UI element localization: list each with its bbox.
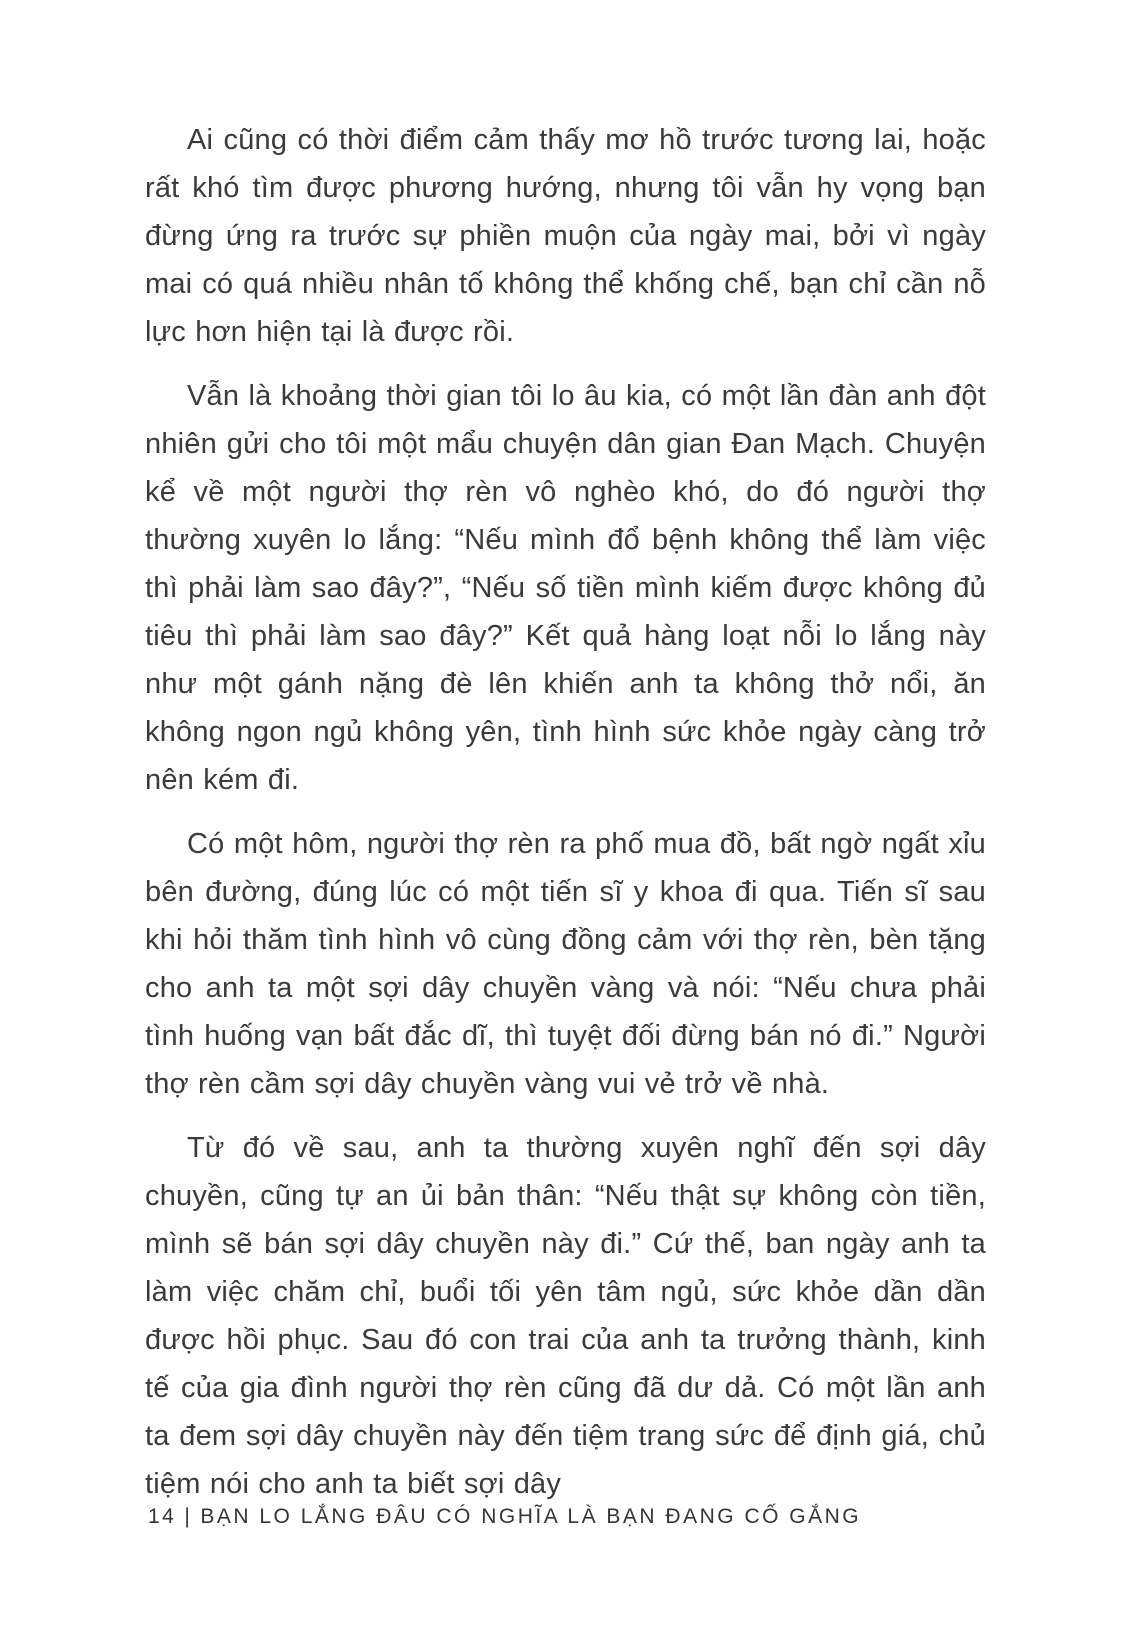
page-number: 14 — [148, 1505, 177, 1528]
body-paragraph: Ai cũng có thời điểm cảm thấy mơ hồ trước tương lai, hoặc rất khó tìm được phương hướng, nhưng tôi vẫn hy vọng bạn đừng ứng ra trước sự phiền muộn của ngày mai, bởi vì ngày mai có quá nhiều nhân tố không thể khống chế, bạn chỉ cần nỗ lực hơn hiện tại là được rồi. — [145, 124, 986, 348]
body-paragraph: Có một hôm, người thợ rèn ra phố mua đồ, bất ngờ ngất xỉu bên đường, đúng lúc có một tiến sĩ y khoa đi qua. Tiến sĩ sau khi hỏi thăm tình hình vô cùng đồng cảm với thợ rèn, bèn tặng cho anh ta một sợi dây chuyền vàng và nói: “Nếu chưa phải tình huống vạn bất đắc dĩ, thì tuyệt đối đừng bán nó đi.” Người thợ rèn cầm sợi dây chuyền vàng vui vẻ trở về nhà. — [145, 828, 986, 1100]
body-text-block — [145, 116, 986, 1524]
body-paragraph: Từ đó về sau, anh ta thường xuyên nghĩ đến sợi dây chuyền, cũng tự an ủi bản thân: “Nếu thật sự không còn tiền, mình sẽ bán sợi dây chuyền này đi.” Cứ thế, ban ngày anh ta làm việc chăm chỉ, buổi tối yên tâm ngủ, sức khỏe dần dần được hồi phục. Sau đó con trai của anh ta trưởng thành, kinh tế của gia đình người thợ rèn cũng đã dư dả. Có một lần anh ta đem sợi dây chuyền này đến tiệm trang sức để định giá, chủ tiệm nói cho anh ta biết sợi dây — [145, 1132, 986, 1500]
running-title: BẠN LO LẮNG ĐÂU CÓ NGHĨA LÀ BẠN ĐANG CỐ GẮNG — [200, 1505, 862, 1528]
page-footer — [148, 1502, 1008, 1532]
footer-separator: | — [184, 1505, 193, 1528]
body-paragraph: Vẫn là khoảng thời gian tôi lo âu kia, có một lần đàn anh đột nhiên gửi cho tôi một mẩu chuyện dân gian Đan Mạch. Chuyện kể về một người thợ rèn vô nghèo khó, do đó người thợ thường xuyên lo lắng: “Nếu mình đổ bệnh không thể làm việc thì phải làm sao đây?”, “Nếu số tiền mình kiếm được không đủ tiêu thì phải làm sao đây?” Kết quả hàng loạt nỗi lo lắng này như một gánh nặng đè lên khiến anh ta không thở nổi, ăn không ngon ngủ không yên, tình hình sức khỏe ngày càng trở nên kém đi. — [145, 380, 986, 796]
